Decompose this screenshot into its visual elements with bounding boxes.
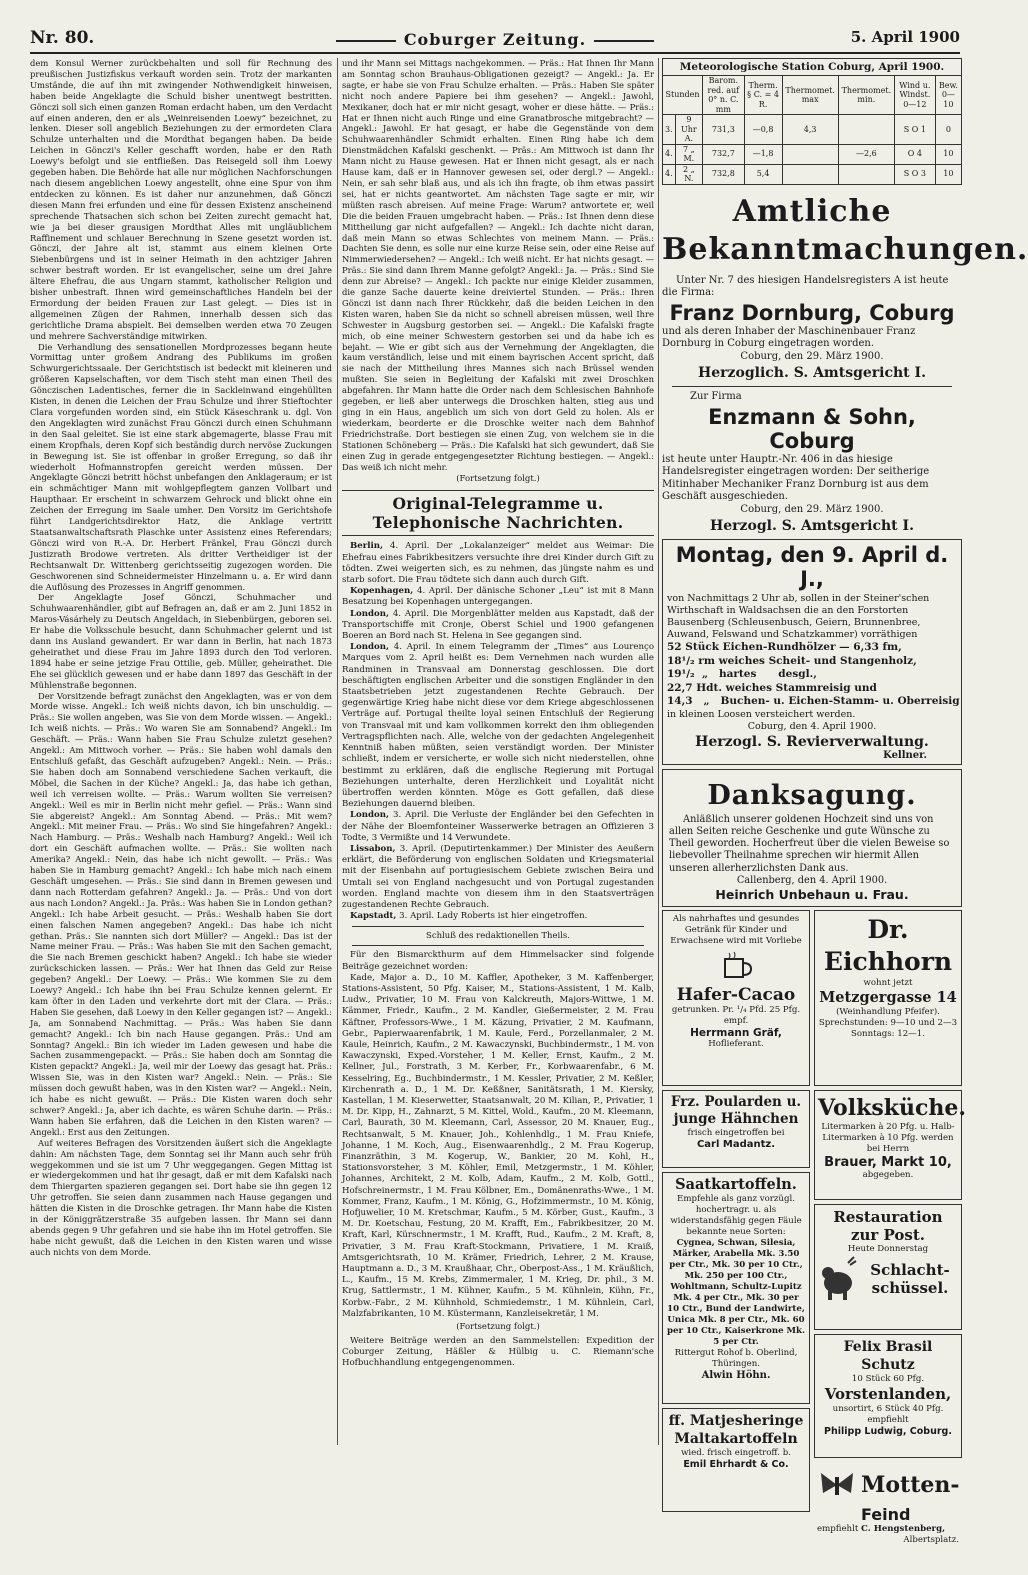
ad-mottenfeind (814, 1462, 962, 1548)
forest-admin-signature: Herzogl. S. Revierverwaltung. (695, 733, 929, 750)
telegram-item (342, 911, 654, 922)
thanks-heading: Danksagung. (707, 779, 917, 811)
masthead (30, 28, 960, 50)
weather-cell: 3. (663, 115, 676, 145)
thanks-place: Callenberg, den 4. April 1900. (736, 874, 888, 886)
wood-item: 22,7 Hdt. weiches Stammreisig und (667, 681, 877, 694)
auction-text: in kleinen Loosen versteichert werden. (667, 708, 856, 720)
telegram-text: 4. April. Der „Lokalanzeiger“ meldet aus Weimar: Die Ehefrau eines Fabrikbesitzers versuchte ihre drei Kinder durch Gift zu tödten. Zwei weigerten sich, es zu nehmen, das jüngste nahm es und starb sofort. Die Frau tödtete sich dann auch durch Gift. (342, 541, 655, 586)
donor-list: Kade, Major a. D., 10 M. Kaffler, Apotheker, 3 M. Kaffenberger, Stations-Assistent, 50 Pfg. Kaiser, M., Stations-Assistent, 1 M. Kalb, Ludw., Privatier, 10 M. Frau von Kalckreuth, Majors-Wittwe, 1 M. Kämmer, Friedr., Kaufm., 2 M. Kandler, Gießermeister, 2 M. Frau Käftner, Professors-Wwe., 1 M. Käzung, Privatier, 2 M. Kaufmann, Gebr., Papierwaarenfabrik, 1 M. Kaule, Ferd., Porzellanmaler, 2 M. Kaule, Heinrich, Kaufm., 2 M. Kawaczynski, Buchbindermstr., 1 M. von Kawaczynski, Exped.-Vorsteher, 1 M. Keller, Ernst, Kaufm., 2 M. Kellner, Jul., Forstrath, 3 M. Kerber, Fr., Korbwaarenfabr., 6 M. Kesselring, Eg., Buchbindermstr., 1 M. Kessler, Privatier, 2 M. Keßler, Kirchenrath a. D., 1 M. Dr. Keßßner, Sanitätsrath, 1 M. Kiersky, Kastellan, 1 M. Kieserwetter, Staatsanwalt, 20 M. Kilian, P., Privatier, 1 M. Dr. Kipp, H., Zahnarzt, 5 M. Kittel, Wold., Kaufm., 20 M. Kleemann, Carl, Baurath, 30 M. Kleemann, Carl, Assessor, 20 M. Knauer, Eug., Rechtsanwalt, 5 M. Knauer, Joh., Kohlenhdlg., 1 M. Frau Kniefe, Johanne, 1 M. Koch, Aug., Eisenwaarenhdlg., 2 M. Frau Kogerup, Finanzräthin, 3 M. Kogerup, W., Bankier, 20 M. Kohl, H., Stationsvorsteher, 3 M. Köhler, Emil, Metzgermstr., 1 M. Köhler, Johannes, Architekt, 2 M. Kolb, Adam, Kaufm., 2 M. Kolb, Gottl., Hofschreinermstr., 1 M. Frau Kölbner, Em., Domänenraths-Wwe., 1 M. Kommer, Franz, Kaufm., 1 M. König, G., Hofzimmermstr., 10 M. König, Hofjuwelier, 10 M. Kretschmar, Kaufm., 5 M. Körber, Gust., Kaufm., 3 M. Dr. Koetschau, Festung, 20 M. Krafft, Em., Fabrikbesitzer, 20 M. Kraft, Karl, Kürschnermstr., 1 M. Krafft, Rud., Kaufm., 2 M. Kraft, 8, Privatier, 3 M. Frau Kraft-Stockmann, Privatiere, 1 M. Kraiß, Amtsgerichtsrath, 10 M. Krämer, Friedrich, Lehrer, 2 M. Krause, Hauptmann a. D., 3 M. Kraußhaar, Chr., Oberpost-Ass., 1 M. Kräußlich, L., Kaufm., 15 M. Krebs, Zimmermaler, 1 M. Krieg, Dr. phil., 3 M. Krug, Sattlermstr., 1 M. Kühner, Kaufm., 5 M. Kühnlein, Kühn, Fr., Korbw.-Fabr., 2 M. Kühnhold, Schmiedemstr., 1 M. Kühnlein, Carl, Malzfabrikanten, 10 M. Küstermann, Kanzleisekretär, 1 M. (342, 972, 654, 1319)
ad-title: Frz. Poularden u. junge Hähnchen (670, 1094, 802, 1128)
weather-cell: 4,3 (782, 115, 838, 145)
ad-text: wohnt jetzt (863, 978, 913, 989)
wood-list (667, 641, 960, 709)
weather-row (663, 164, 962, 184)
telegram-place: London, (350, 642, 390, 653)
weather-cell (782, 164, 838, 184)
divider (352, 926, 644, 927)
ad-seller: Emil Ehrhardt & Co. (683, 1459, 789, 1471)
article-text: dem Konsul Werner zurückbehalten und soll für Rechnung des preußischen Justizfiskus verkauft worden sein. Trotz der markanten Umstände, die auf ihn mit zwingender Nothwendigkeit hinweisen, haben beide Angeklagte die Schuld bisher unentwegt bestritten. Gönczi soll sich einen ganzen Roman erdacht haben, um den Verdacht auf einen anderen, den er als „Weinreisenden Loewy“ bezeichnet, zu lenken. Dieser soll angeblich Beziehungen zu der ermordeten Clara Schulze unterhalten und die Mordthat begangen haben. Da beide Leichen in Gönczi's Keller geschafft worden, habe er den Rath Loewy's befolgt und sie entfließen. Das Reisegeld soll ihm Loewy gegeben haben. Die Behörde hat alle nur möglichen Nachforschungen nach diesem angeblichen Loewy angestellt, ohne eine Spur von ihm entdecken zu können. Es ist daher nur anzunehmen, daß Gönczi diesen Mann frei erfunden und eine für dessen Existenz anscheinend sprechende Thatsachen sich schon bei Zeiten zurecht gemacht hat, wie ja bei dieser grausigen Mordthat Alles mit ungläublichem Raffinement und schlauer Berechnung in Szene gesetzt worden ist. Gönczi, der Jahre alt ist, stammt aus einem kleinen Orte Siebenbürgens und ist in seiner Heimath in den achtziger Jahren schwer bestraft worden. Er ist evangelischer, seine um drei Jahre ältere Ehefrau, die aus Ungarn stammt, katholischer Religion und bisher unbestraft. Ihnen wird gemeinschaftliches Handeln bei der Ermordung der beiden Frauen zur Last gelegt. — Dies ist in allgemeinen Zügen der Rahmen, innerhalb dessen sich das gerichtliche Drama abspielt. Bei demselben werden etwa 70 Zeugen und mehrere Sachverständige mitwirken. (30, 58, 332, 341)
notice-text: ist heute unter Hauptr.-Nr. 406 in das hiesige Handelsregister eingetragen worden: Der seitherige Mitinhaber Mechaniker Franz Dornburg ist aus dem Geschäft ausgeschieden. (662, 453, 930, 502)
wood-item: 18¹/₂ rm weiches Scheit- und Stangenholz, (667, 654, 917, 667)
article-text: Auf weiteres Befragen des Vorsitzenden äußert sich die Angeklagte dahin: Am nächsten Tage, dem Sonntag sei ihr Mann auch sehr früh weggekommen und sie ist um 7 Uhr weggegangen. Gegen Mittag ist er wiedergekommen und hat ihr gesagt, daß er mit dem Kafalski nach dem Thiergarten spazieren gegangen sei. Dort habe sie ihn gegen 12 Uhr getroffen. Sie seien dann zusammen nach Hause gegangen und hätten die Kisten in die Droschke getragen. Ihr Mann habe die Kisten in der Königgrätzerstraße 35 aufgeben lassen. Ihr Mann sei dann abends gegen 9 Uhr gefahren und sie habe ihn im Hotel getroffen. Sie habe nicht gewußt, daß die Leichen in den Kisten waren und wisse auch nichts von dem Morde. (30, 1137, 332, 1257)
ad-street: Metzgergasse 14 (819, 989, 957, 1007)
ad-title: Schlacht-schüssel. (870, 1261, 950, 1298)
issue-date: 5. April 1900 (850, 28, 960, 46)
column-1 (30, 58, 332, 1447)
notice-date: Coburg, den 29. März 1900. (740, 503, 884, 515)
telegram-text: 4. April. In einem Telegramm der „Times“ aus Lourenço Marques vom 2. April heißt es: Dem Vernehmen nach wurden alle Randminen in Transvaal am Donnerstag geschlossen. Die dort beschäftigten englischen Arbeiter und die sonstigen Engländer in den Staatsbetrieben jetzt zugestandenen Rechte Gebrauch. Der gegenwärtige Krieg habe nicht diese vor dem Kriege abgeschlossenen Verträge auf. Portugal theilte loyal seinen Entschluß der Regierung von Transvaal mit und kam vollkommen korrekt den ihm obliegenden Vertragspflichten nach. Alle, welche von der gedachten Angelegenheit Kenntniß haben müßten, seien verständigt worden. Der Minister schließt, indem er versicherte, er wolle sich nicht niederstellen, ohne bestimmt zu erklären, daß die englische Regierung mit Portugal Beziehungen unterhalte, deren Herzlichkeit und Loyalität nicht übertroffen werden könnten. Möge es Gott gefallen, daß diese Beziehungen dauernd bleiben. (342, 642, 654, 810)
weather-cell: —2,6 (838, 144, 894, 164)
telegram-text: 3. April. Lady Roberts ist hier eingetroffen. (399, 911, 588, 922)
editorial-end-note: Schluß des redaktionellen Theils. (426, 931, 570, 942)
signer-name: Kellner. (883, 749, 927, 761)
issue-number: Nr. 80. (30, 28, 95, 48)
ad-saatkartoffeln (662, 1172, 810, 1404)
wood-item: 19¹/₂ „ hartes desgl., (667, 668, 817, 680)
telegram-item (342, 844, 654, 911)
notice-date: Coburg, den 29. März 1900. (740, 350, 884, 362)
telegram-place: London, (350, 608, 390, 619)
weather-cell: 4. (663, 164, 676, 184)
ad-text: getrunken. Pr. ¹/₄ Pfd. 25 Pfg. (671, 1005, 801, 1016)
ad-text: Empfehle als ganz vorzügl. hochertragr. u. als widerstandsfähig gegen Fäule bekannte neue Sorten: (670, 1194, 802, 1238)
ad-text: Heute Donnerstag (847, 1244, 929, 1255)
bismarck-heading: Für den Bismarckthurm auf dem Himmelsacker sind folgende Beiträge gezeichnet worden: (342, 950, 654, 972)
auction-text: von Nachmittags 2 Uhr ab, sollen in der Steiner'schen Wirthschaft in Waldsachsen die an den Forstorten Bausenberg (Schleusenbusch, Geiern, Brunnenbree, Auwand, Felswand und Schatzkammer) vorräthigen (667, 593, 930, 640)
ad-text: Hoflieferant. (708, 1039, 764, 1050)
weather-cell (782, 144, 838, 164)
telegram-text: 4. April. Die Morgenblätter melden aus Kapstadt, daß der Transportschiffe mit Cronje, Oberst Schiel und 1900 gefangenen Boeren an Bord nach St. Helena in See gegangen sind. (342, 608, 655, 642)
ornament-rule (336, 40, 396, 42)
ad-volkskueche (814, 1090, 966, 1200)
weather-cell: 10 (935, 144, 961, 164)
weather-cell: 732,8 (703, 164, 745, 184)
ad-seller: Philipp Ludwig, Coburg. (824, 1426, 952, 1438)
weather-cell: 9 Uhr A. (675, 115, 702, 145)
ad-text: frisch eingetroffen bei (687, 1128, 785, 1139)
ad-title: Feind (861, 1505, 911, 1525)
court-signature: Herzoglich. S. Amtsgericht I. (698, 365, 926, 381)
ad-text: Rittergut Rohof b. Oberlind, Thüringen. (674, 1348, 798, 1370)
thanks-text: Anläßlich unserer goldenen Hochzeit sind uns von allen Seiten reiche Geschenke und gute Wünsche zu Theil geworden. Hocherfreut über die vielen Beweise so liebevoller Theilnahme sprechen wir hiermit Allen unseren allerherzlichsten Dank aus. (669, 813, 950, 874)
column-divider (658, 58, 659, 1445)
divider (672, 386, 952, 387)
telegram-text: 3. April. (Deputirtenkammer.) Der Minister des Aeußern erklärt, die Beförderung von englischen Soldaten und Kriegsmaterial mit der Eisenbahn auf portugiesischem Gebiete zwischen Beira und Umtali sei von England nachgesucht und von Portugal zugestanden worden. England machte von diesem ihm in den Staatsverträgen zugestandenen Rechte Gebrauch. (342, 843, 655, 910)
notice-text: und als deren Inhaber der Maschinenbauer Franz Dornburg in Coburg eingetragen worden. (662, 325, 916, 349)
ad-text: empf. (723, 1016, 749, 1027)
ad-title: Volksküche. (818, 1095, 966, 1122)
ad-text: (Weinhandlung Pfeifer). (836, 1007, 940, 1018)
ad-text: 10 Stück 60 Pfg. (851, 1374, 925, 1385)
ad-row (817, 1465, 959, 1505)
auction-date-line: Coburg, den 4. April 1900. (747, 721, 877, 732)
weather-cell: O 4 (894, 144, 935, 164)
column-2 (342, 58, 654, 1447)
weather-cell: 732,7 (703, 144, 745, 164)
moth-icon (817, 1465, 857, 1505)
ad-text: Cygnea, Schwan, Silesia, Märker, Arabella Mk. 3.50 per Ctr., Mk. 30 per 10 Ctr., Mk. 250 per 100 Ctr., Wohltmann, Schultz-Lupitz Mk. 4 per Ctr., Mk. 30 per 10 Ctr., Bund der Landwirte, Unica Mk. 8 per Ctr., Mk. 60 per 10 Ctr., Kaiserkrone Mk. 5 per Ctr. (667, 1238, 805, 1348)
ad-text: wied. frisch eingetroff. b. (681, 1448, 791, 1459)
weather-cell: 5,4 (744, 164, 782, 184)
telegram-place: Lissabon, (350, 843, 396, 854)
masthead-rule (30, 52, 960, 54)
weather-cell: 2 „ N. (675, 164, 702, 184)
telegram-section-heading: Original-Telegramme u. Telephonische Nachrichten. (342, 490, 654, 536)
thanks-notice (662, 769, 962, 908)
telegram-place: London, (350, 810, 390, 821)
thanks-signature: Heinrich Unbehaun u. Frau. (715, 887, 909, 903)
weather-header: Barom. red. auf 0° n. C. mm (703, 76, 745, 115)
weather-cell (838, 115, 894, 145)
weather-cell: 7 „ M. (675, 144, 702, 164)
notices-heading: Amtliche Bekanntmachungen. (662, 193, 1028, 267)
newspaper-title-text: Coburger Zeitung. (403, 30, 587, 49)
telegram-place: Berlin, (350, 541, 384, 552)
article-text: und ihr Mann sei Mittags nachgekommen. — Präs.: Hat Ihnen Ihr Mann am Sonntag schon Brauhaus-Obligationen gezeigt? — Angekl.: Ja. Er sagte, er habe sie von Frau Schulze erhalten. — Präs.: Haben Sie später nicht noch andere Papiere bei ihm gesehen? — Angekl.: Jawohl, Mexikaner, doch hat er mir nicht gesagt, woher er diese hätte. — Präs.: Hat er Ihnen nicht auch Ringe und eine Granatbrosche mitgebracht? — Angekl.: Jawohl. Er hat gesagt, er habe die Gegenstände von dem Schuhwaarenhändler Schmidt erhalten. Einen Ring habe ich dem Dienstmädchen Kafalski geschenkt. — Präs.: Am Mittwoch ist dann Ihr Mann nicht zu Hause gewesen. Hat er Ihnen nicht gesagt, als er nach Hause kam, daß er in Hannover gewesen sei, oder dergl.? — Angekl.: Nein, er sah sehr blaß aus, und als ich ihn fragte, ob ihm etwas passirt sei, hat er nichts geantwortet. Am nächsten Tage sagte er mir, wir müßten rasch abreisen. Auf meine Frage: Warum? antwortete er, weil Die die beiden Frauen umgebracht haben. — Präs.: Ist Ihnen denn diese Mittheilung gar nicht aufgefallen? — Angekl.: Ich dachte nicht daran, daß mein Mann so etwas Schlechtes von meinem Mann. — Präs.: Dachten Sie denn, es solle nur eine kurze Reise sein, oder eine Reise auf Nimmerwiedersehen? — Angekl.: Ich weiß nicht. Er hat nichts gesagt. — Präs.: Sie sind dann Ihrem Manne gefolgt? Angekl.: Ja. — Präs.: Sind Sie denn zur Abreise? — Angekl.: Ich packte nur einige Kleider zusammen, die ganze Sache dauerte keine dreiviertel Stunden. — Präs.: Ihren Gönczi ist dann nach Ihrer Rückkehr, daß die beiden Leichen in den Kisten waren, haben Sie da nicht so schnell abreisen müssen, weil Ihre Schwester in Augsburg gestorben sei. — Angekl.: Die Kafalski fragte mich, ob eine meiner Schwestern gestorben sei und da habe ich es bejaht. — Wie er gibt sich aus der Vernehmung der Angeklagten, die kaum verständlich, leise und mit einem bayrischen Accent spricht, daß sie nach der Mittheilung ihres Mannes sich nach Brüssel wenden mußten. Sie seien in Begleitung der Kafalski mit zwei Droschken abgefahren. Ihr Mann hatte die Order nach dem Schlesischen Bahnhofe gegeben, er ließ aber unterwegs die Droschken halten, stieg aus und ging in ein Haus, angeblich um sich von dort Geld zu holen. Als er wiederkam, beorderte er die Droschke weiter nach dem Bahnhof Friedrichstraße. Dort bestiegen sie einen Zug, von welchem sie in die Stationen Schöneberg — Präs.: Die Kafalski hat sich gewundert, daß Sie einen Zug in gerade entgegengesetzter Richtung bestiegen. — Angekl.: Das weiß ich nicht mehr. (342, 58, 654, 472)
weather-cell: S O 1 (894, 115, 935, 145)
weather-cell: 10 (935, 164, 961, 184)
ad-title: ff. Matjesheringe Maltakartoffeln (668, 1413, 804, 1448)
ad-seller: C. Hengstenberg, (861, 1524, 946, 1535)
telegram-text: 3. April. Die Verluste der Engländer bei den Gefechten in der Nähe der Bloemfonteiner Wasserwerke betragen an Offizieren 3 Todte, 3 Vermißte und 14 Verwundete. (342, 810, 654, 843)
notice-text: Zur Firma (690, 391, 742, 402)
weather-header: Bew. 0—10 (935, 76, 961, 115)
ad-text: abgegeben. (862, 1170, 914, 1181)
telegram-text: 4. April. Der dänische Schoner „Leu“ ist mit 8 Mann Besatzung bei Kopenhagen untergegangen. (342, 586, 655, 608)
continued-note: (Fortsetzung folgt.) (456, 474, 540, 485)
ad-matjes (662, 1408, 810, 1512)
telegram-place: Kopenhagen, (350, 586, 414, 597)
column-divider (337, 58, 338, 1445)
column-3 (662, 58, 1028, 1546)
weather-cell (838, 164, 894, 184)
weather-body (663, 115, 962, 185)
ad-title: Motten- (861, 1472, 960, 1499)
firm-name: Franz Dornburg, Coburg (669, 300, 955, 325)
weather-header: Thermomet. min. (838, 76, 894, 115)
ad-poularden (662, 1090, 810, 1168)
telegram-item (342, 541, 654, 586)
collection-points: Weitere Beiträge werden an den Sammelstellen: Expedition der Coburger Zeitung, Häßler & Hülbig u. C. Riemann'sche Hofbuchhandlung entgegengenommen. (342, 1336, 654, 1369)
weather-row (663, 144, 962, 164)
notice-text: Unter Nr. 7 des hiesigen Handelsregisters A ist heute die Firma: (662, 274, 949, 298)
weather-cell: —0,8 (744, 115, 782, 145)
ad-text: Sprechstunden: 9—10 und 2—3 (818, 1018, 958, 1029)
weather-header-row (663, 76, 962, 115)
newspaper-title (30, 30, 960, 49)
ad-restauration (814, 1204, 962, 1330)
article-text: Der Vorsitzende befragt zunächst den Angeklagten, was er von dem Morde wisse. Angekl.: Ich weiß nichts davon, ich bin unschuldig. — Präs.: Sie wollen angeben, was Sie von dem Morde wissen. — Angekl.: Ich weiß nichts. — Präs.: Wo waren Sie am Sonnabend? Angekl.: Im Geschäft. — Präs.: Wann haben Sie Frau Schulze zuletzt gesehen? Angekl.: Am Mittwoch vorher. — Präs.: Sie haben wohl damals den Entschluß gefaßt, das Geschäft aufzugeben? Angekl.: Nein. — Präs.: Sie haben doch am Sonnabend verschiedene Sachen verkauft, die Möbel, die Sachen in der Küche? Angekl.: Ja, das habe ich gethan, weil ich verreisen wollte. — Präs.: Warum wollten Sie verreisen? Angekl.: Weil es mir in Berlin nicht mehr gefiel. — Präs.: Wann sind Sie abgereist? Angekl.: Am Sonntag Abend. — Präs.: Mit wem? Angekl.: Mit meiner Frau. — Präs.: Wo sind Sie hingefahren? Angekl.: Nach Hamburg. — Präs.: Weshalb nach Hamburg? Angekl.: Weil ich dort ein Geschäft aufmachen wollte. — Präs.: Sie wollten nach Amerika? Angekl.: Nein, das habe ich nicht gewollt. — Präs.: Was haben Sie in Hamburg gemacht? Angekl.: Ich habe mich nach einem Geschäft umgesehen. — Präs.: Sie sind dann in Bremen gewesen und dann nach Rotterdam gefahren? Angekl.: Ja. — Präs.: Und von dort aus nach London? Angekl.: Ja. Präs.: Was haben Sie in London gethan? Angekl.: Ich habe Arbeit gesucht. — Präs.: Weshalb haben Sie dort einen falschen Namen angegeben? Angekl.: Das habe ich nicht gethan. Präs.: Sie nannten sich dort Müller? — Angekl.: Das ist der Name meiner Frau. — Präs.: Was haben Sie mit den Sachen gemacht, die Sie nach Bremen geschickt haben? Angekl.: Ich habe sie wieder zurückschicken lassen. — Präs.: Wer hat Ihnen das Geld zur Reise gegeben? Angekl.: Der Loewy. — Präs.: Wie kommen Sie zu dem Loewy? Angekl.: Ich habe ihn bei Frau Schulze kennen gelernt. Er kam öfter in den Laden und verkehrte dort mit der Clara. — Präs.: Haben Sie gesehen, daß Loewy in den Keller gegangen ist? — Angekl.: Ja, am Sonnabend Nachmittag. — Präs.: Was haben Sie dann gemacht? Angekl.: Ich bin nach Hause gegangen. Präs.: Und am Sonntag? Angekl.: Bin ich wieder im Laden gewesen und habe die Sachen zusammengepackt. — Präs.: Sie haben doch am Sonntag die Kisten gepackt? Angekl.: Ja, weil mir der Loewy das gesagt hat. Präs.: Wissen Sie, was in den Kisten war? Angekl.: Nein. — Präs.: Sie müssen doch gewußt haben, was in den Kisten war? — Angekl.: Nein, ich habe es nicht gewußt. — Präs.: Die Kisten waren doch sehr schwer? Angekl.: Ja, aber ich dachte, es wären Schuhe darin. — Präs.: Wann haben Sie erfahren, daß die Leichen in den Kisten waren? — Angekl.: Erst aus den Zeitungen. (30, 690, 332, 1137)
ad-eichhorn (814, 910, 962, 1086)
article-text: Der Angeklagte Josef Gönczi, Schuhmacher und Schuhwaarenhändler, gibt auf Befragen an, daß er am 2. Juni 1852 in Maros-Vásárhely zu Deutsch Angeldach, in Siebenbürgen, geboren sei. Er habe die Volksschule besucht, dann Schuhmacher gelernt und ist dann ins Ausland gewandert. Er war dann in Berlin, hat nach 1873 geheirathet und diese Frau im Jahre 1893 durch den Tod verloren. 1894 habe er seine jetzige Frau Ottilie, geb. Müller, geheirathet. Die Ehe sei glücklich gewesen und er habe dann 1897 das Geschäft in der Mühlenstraße begonnen. (30, 592, 332, 690)
auction-date: Montag, den 9. April d. J., (675, 543, 949, 591)
ad-seller: Herrmann Gräf, (690, 1027, 782, 1040)
cup-icon (719, 949, 753, 983)
telegram-place: Kapstadt, (350, 911, 397, 922)
weather-header: Thermomet. max (782, 76, 838, 115)
ornament-rule (594, 40, 654, 42)
telegram-item (342, 810, 654, 844)
ad-row (818, 1255, 958, 1303)
weather-cell: 0 (935, 115, 961, 145)
ad-text: unsortirt, 6 Stück 40 Pfg. empfiehlt (832, 1404, 944, 1426)
telegram-item (342, 642, 654, 810)
weather-header: Therm. § C. = 4 R. (744, 76, 782, 115)
wood-item: 52 Stück Eichen-Rundhölzer — 6,33 fm, (667, 641, 902, 653)
firm-name: Enzmann & Sohn, Coburg (708, 404, 916, 453)
weather-header: Stunden (663, 76, 703, 115)
ad-text (817, 1524, 959, 1535)
ad-title: Restauration zur Post. (833, 1208, 943, 1245)
ad-text: Als nahrhaftes und gesundes Getränk für Kinder und Erwachsene wird mit Vorliebe (670, 914, 802, 947)
ad-text: Litermarken à 20 Pfg. u. Halb-Litermarken à 10 Pfg. werden bei Herrn (821, 1122, 955, 1155)
weather-cell: S O 3 (894, 164, 935, 184)
wood-item: 14,3 „ Buchen- u. Eichen-Stamm- u. Oberreisig (667, 695, 960, 707)
ad-felix-brasil (814, 1334, 962, 1458)
telegram-item (342, 586, 654, 608)
weather-cell: —1,8 (744, 144, 782, 164)
article-text: Die Verhandlung des sensationellen Mordprozesses begann heute Vormittag unter großem Andrang des Publikums im großen Schwurgerichtssaale. Der Gerichtstisch ist bedeckt mit kleineren und größeren Kapselschaften, vor dem Tisch steht man einen Theil des Gönczischen Ladentisches, ferner die in Sackleinwand eingehüllten Kisten, in denen die Leichen der Frau Schulze und ihrer Stieftochter Clara vorgefunden worden sind, ein Stück Käseschrank u. dgl. Von den Angeklagten wird zunächst Frau Gönczi durch einen Schuhmann in den Saal geleitet. Sie ist eine stark abgemagerte, blasse Frau mit einem Kropfhals, deren Kopf sich beständig durch nervöse Zuckungen in Bewegung ist. Sie ist offenbar in großer Erregung, so daß ihr wiederholt Hofmannstropfen gereicht werden müssen. Der Angeklagte Gönczi betritt höchst unbefangen den Anklageraum; er ist ein schmächtiger Mann mit wohlgepflegtem ganzen Vollbart und Haupthaar. Er erscheint in schwarzem Gehrock und blickt ohne ein Zeichen der Erregung im Saale umher. Den Vorsitz im Gerichtshofe führt Landgerichtsdirektor Hatz, die Anklage vertritt Staatsanwaltschaftsrath Plaschke unter Assistenz eines Referendars; Gönczi wird von R.-A. Dr. Herbert Fränkel, Frau Gönczi durch Justizrath Brodowe vertreten. Als dritter Vertheidiger ist der Rechtsanwalt Dr. Wittenberg gerichtsseitig zugezogen worden. Die Geschworenen sind Schneidermeister Hinzelmann u. a. Er wird dann die Auflösung des Prozesses in Angriff genommen. (30, 341, 332, 592)
ad-title: Vorstenlanden, (824, 1385, 952, 1404)
ad-name: Brauer, Markt 10, (824, 1155, 952, 1171)
ad-seller: Carl Madantz. (696, 1139, 776, 1151)
ad-title: Hafer-Cacao (676, 985, 796, 1006)
wood-auction-notice (662, 539, 962, 765)
ad-text: Albertsplatz. (903, 1535, 959, 1546)
court-signature: Herzogl. S. Amtsgericht I. (710, 518, 914, 534)
weather-title: Meteorologische Station Coburg, April 1900. (662, 58, 962, 75)
weather-header: Wind u. Windst. 0—12 (894, 76, 935, 115)
telegram-item (342, 609, 654, 643)
pig-illustration-icon (818, 1255, 858, 1303)
ad-text: Sonntags: 12—1. (851, 1029, 925, 1040)
ad-text-part: empfiehlt (817, 1524, 859, 1535)
ad-hafer-cacao (662, 910, 810, 1086)
telegram-list (342, 541, 654, 922)
ad-seller: Alwin Höhn. (701, 1370, 771, 1382)
ad-title: Felix Brasil Schutz (843, 1339, 933, 1374)
weather-cell: 4. (663, 144, 676, 164)
ad-title: Dr. Eichhorn (823, 915, 953, 977)
ad-title: Saatkartoffeln. (675, 1176, 797, 1194)
weather-row (663, 115, 962, 145)
weather-cell: 731,3 (703, 115, 745, 145)
divider (352, 945, 644, 946)
weather-table (662, 75, 962, 185)
continued-note: (Fortsetzung folgt.) (456, 1322, 540, 1333)
advertisements (662, 910, 966, 1575)
